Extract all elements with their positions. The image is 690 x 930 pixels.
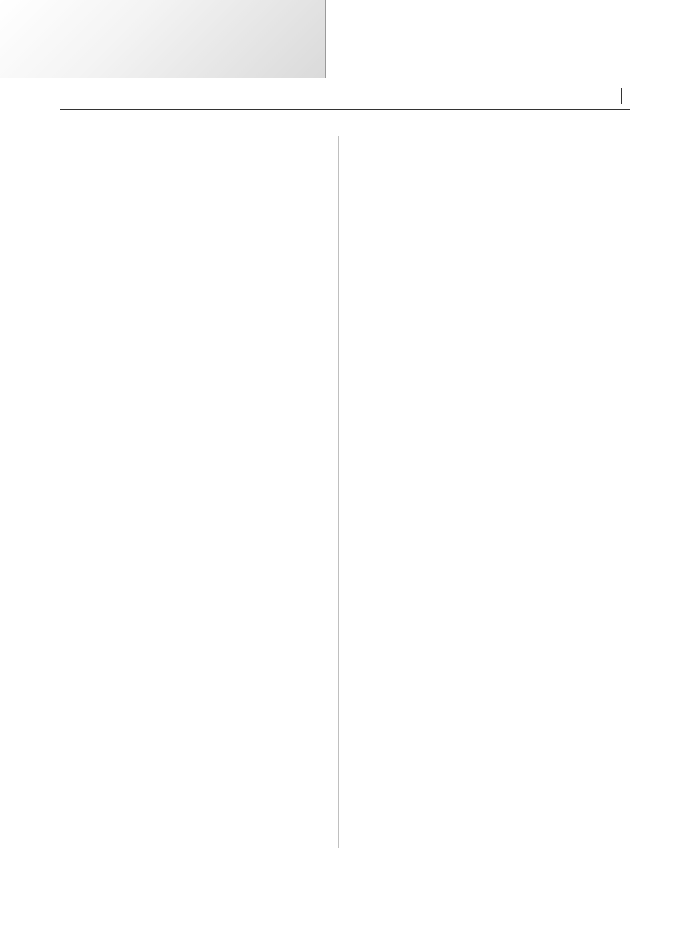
- issue-separator: [621, 88, 622, 104]
- contents-title: [64, 64, 66, 113]
- header-rule: [60, 109, 630, 110]
- column-divider: [338, 136, 339, 848]
- header-background: [0, 0, 325, 78]
- issue-info: [615, 88, 628, 104]
- header-center-rule: [325, 0, 326, 78]
